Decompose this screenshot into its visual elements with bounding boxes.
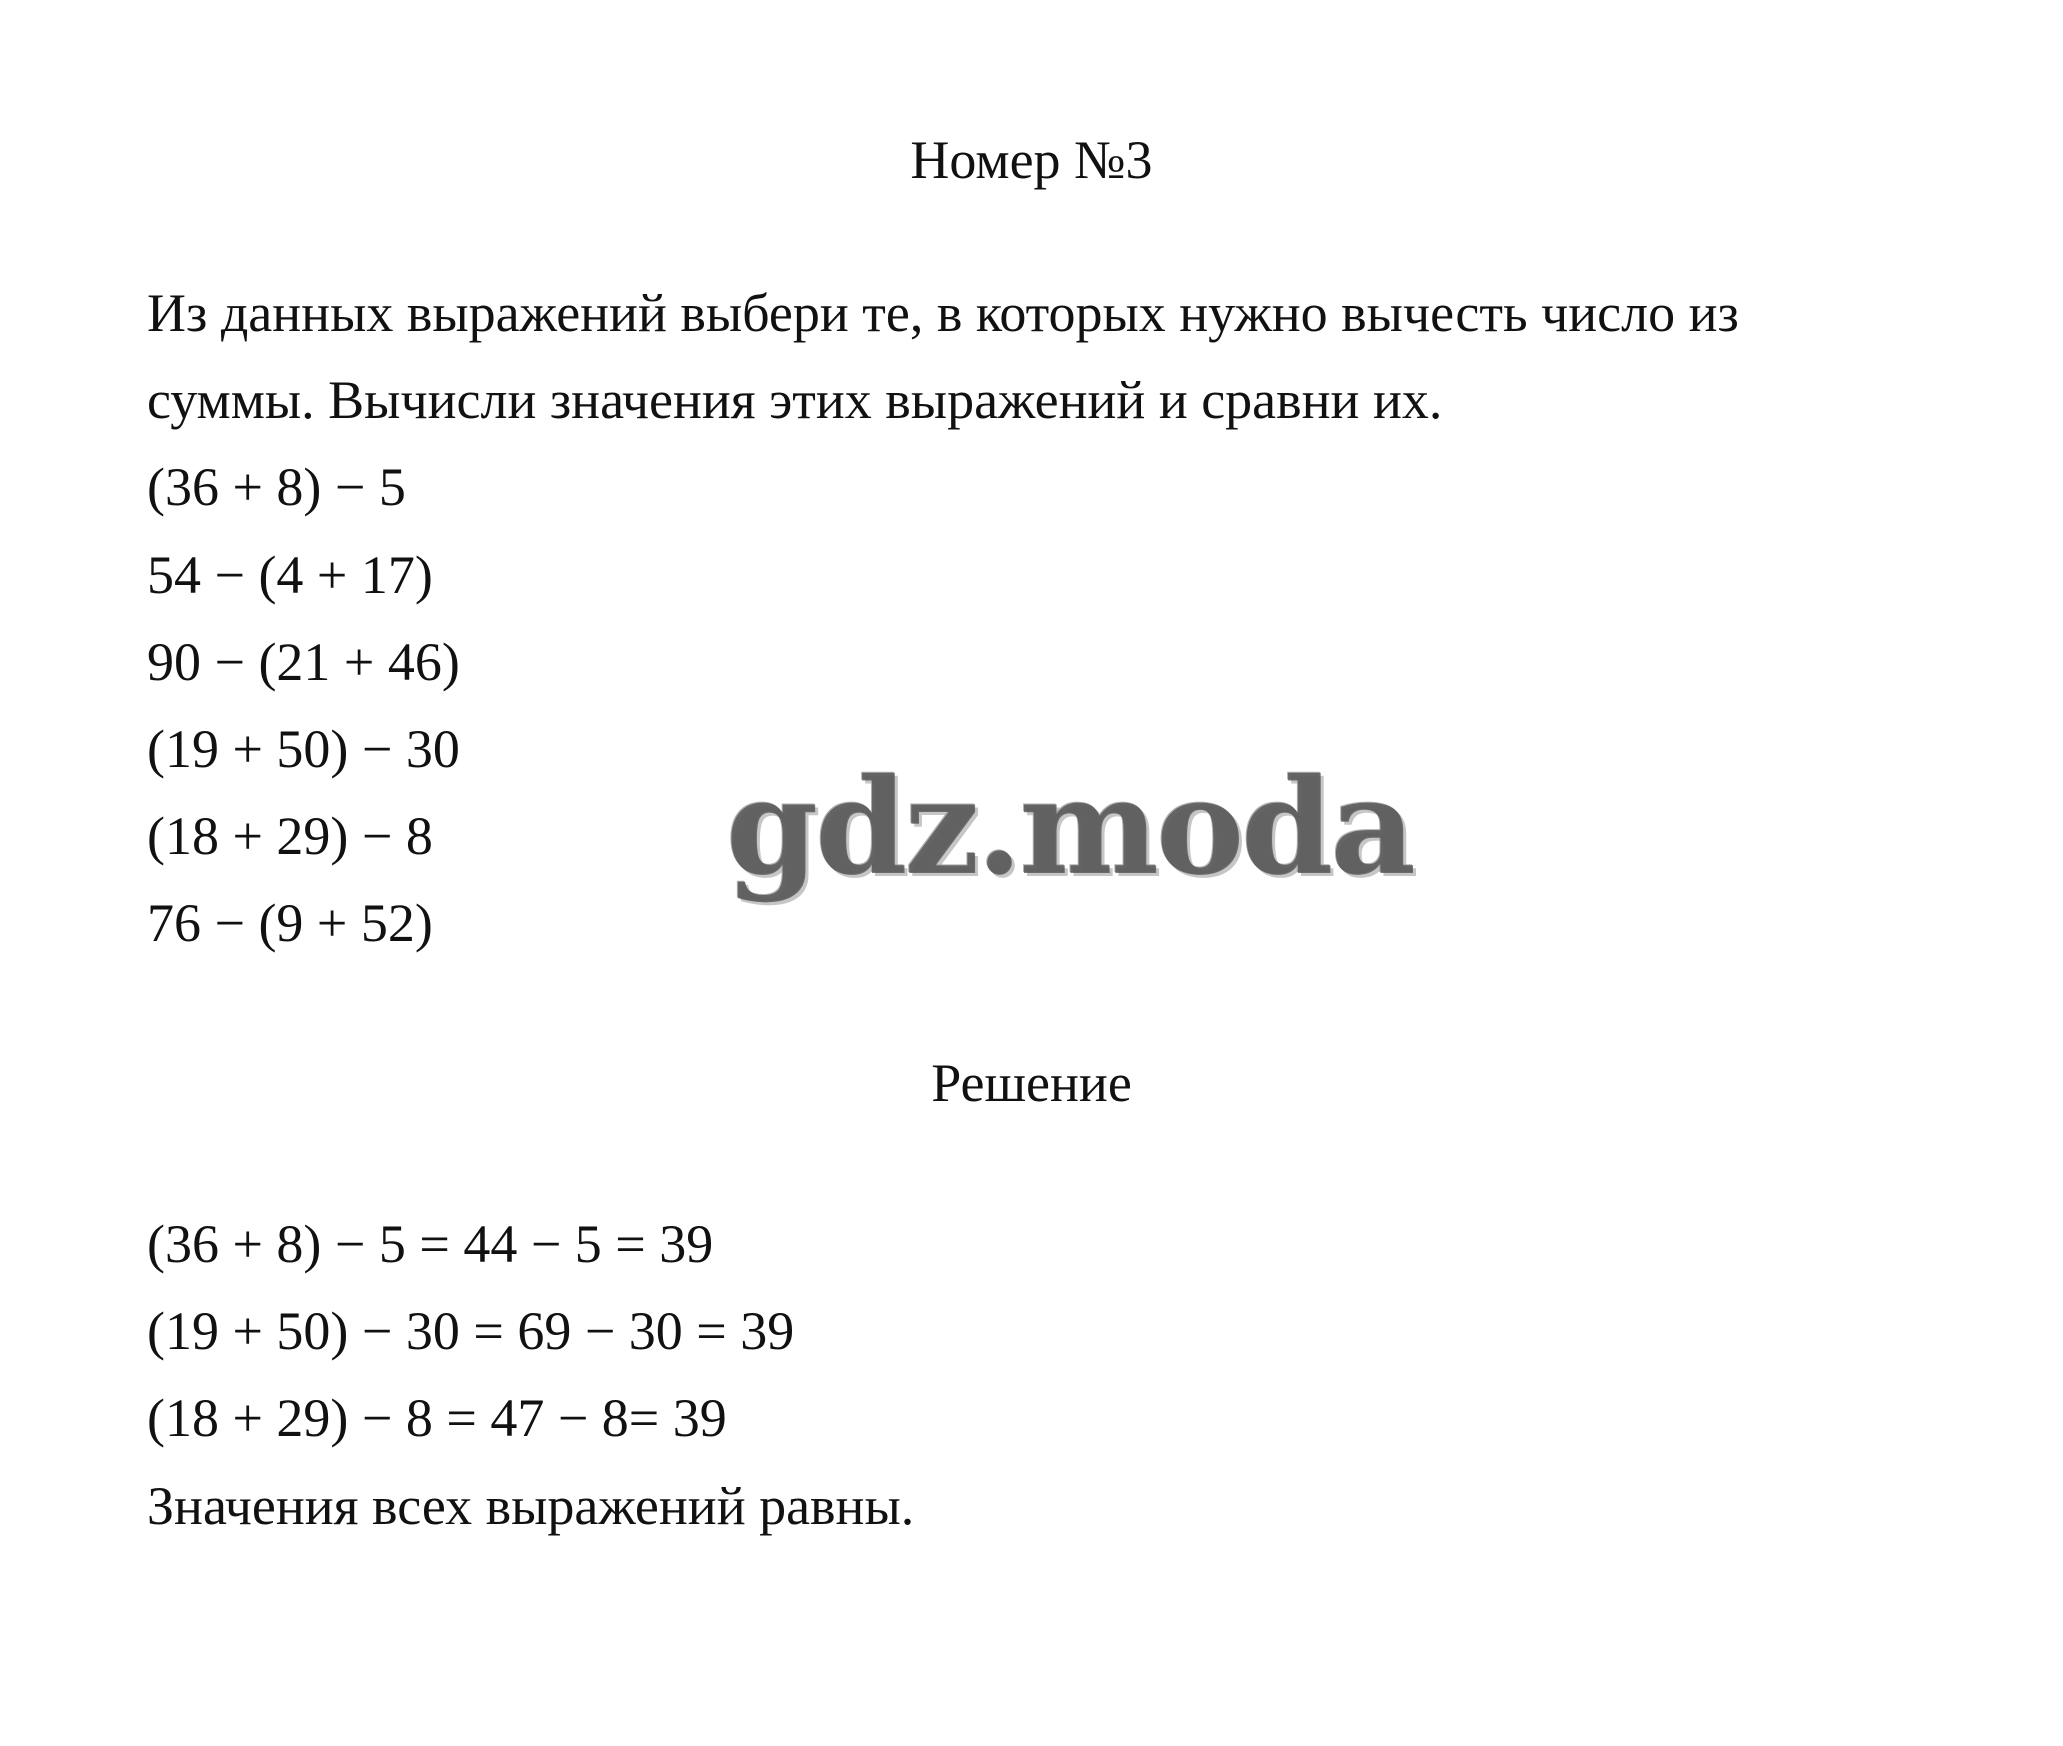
solution-line-2: (19 + 50) − 30 = 69 − 30 = 39 <box>147 1301 795 1361</box>
task-expression-4: (19 + 50) − 30 <box>147 719 460 779</box>
solution-conclusion: Значения всех выражений равны. <box>147 1476 915 1536</box>
page-title: Номер №3 <box>910 130 1153 190</box>
task-expression-5: (18 + 29) − 8 <box>147 806 433 866</box>
solution-line-3: (18 + 29) − 8 = 47 − 8= 39 <box>147 1388 727 1448</box>
watermark-logo: gdz.moda <box>726 750 1414 905</box>
solution-title: Решение <box>931 1053 1132 1113</box>
task-text-line-2: суммы. Вычисли значения этих выражений и сравни их. <box>147 370 1443 430</box>
task-expression-1: (36 + 8) − 5 <box>147 457 406 517</box>
task-expression-2: 54 − (4 + 17) <box>147 545 433 605</box>
task-expression-3: 90 − (21 + 46) <box>147 632 460 692</box>
task-text-line-1: Из данных выражений выбери те, в которых нужно вычесть число из <box>147 283 1739 343</box>
solution-line-1: (36 + 8) − 5 = 44 − 5 = 39 <box>147 1214 714 1274</box>
task-expression-6: 76 − (9 + 52) <box>147 893 433 953</box>
